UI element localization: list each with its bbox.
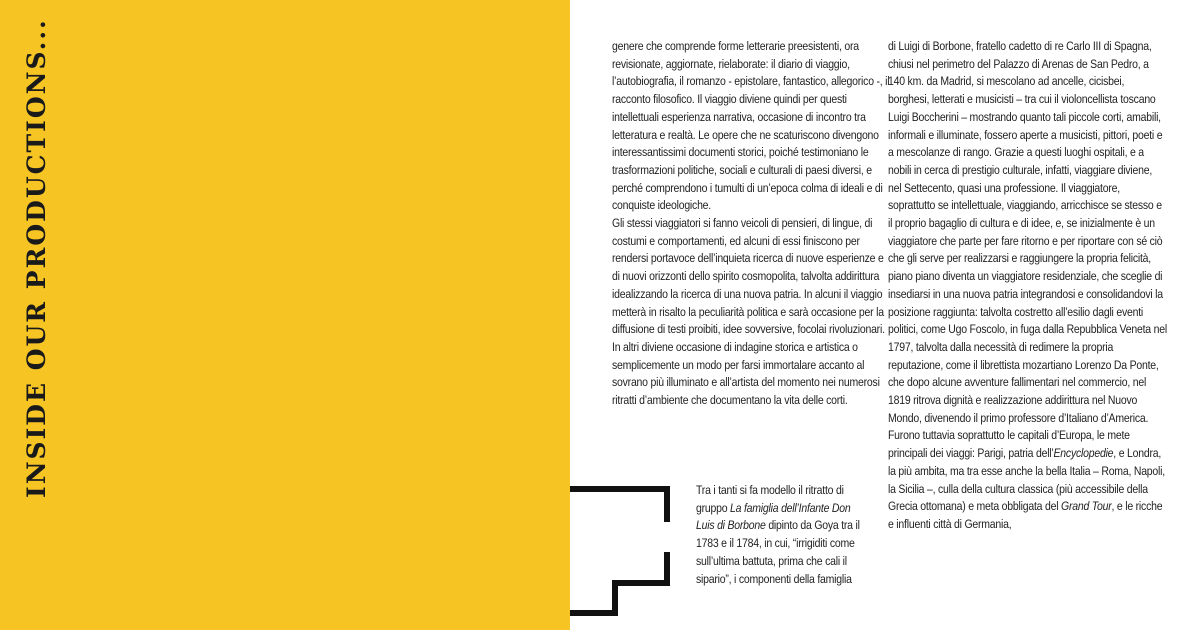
paragraph-text: Furono tuttavia soprattutto le capitali d’Europa, le mete principali dei viaggi: Parigi, patria dell’ [888,428,1130,461]
section-title: INSIDE OUR PRODUCTIONS... [22,18,51,498]
paragraph: Gli stessi viaggiatori si fanno veicoli di pensieri, di lingue, di costumi e comportamenti, ed alcuni di essi finiscono per rendersi portavoce dell’inquieta ricerca di nuove esperienze e di nuovi orizzonti dello spirito cosmopolita, talvolta addirittura idealizzando la ricerca di una nuova patria. In alcuni il viaggio metterà in risalto la peculiarità politica e sarà occasione per la diffusione di testi proibiti, idee sovversive, focolai rivoluzionari. In altri diviene occasione di indagine storica e artistica o semplicemente un modo per farsi immortalare accanto al sovrano più illuminato e all’artista del momento nei numerosi ritratti d’ambiente che documentano la vita delle corti. [612,216,885,408]
text-page [570,0,1200,630]
text-column-right [888,38,1168,534]
text-column-left [612,38,892,410]
work-title: Encyclopedie [1053,446,1114,461]
paragraph-text: , e Londra, la più ambita, ma tra esse anche la bella Italia – Roma, Napoli, la Sicilia –, culla della cultura classica (più accessibile della Grecia ottomana) e meta obbligata del [888,446,1165,514]
paragraph [696,482,871,588]
yellow-sidebar [0,0,570,630]
work-title: Grand Tour [1061,499,1112,514]
paragraph: genere che comprende forme letterarie preesistenti, ora revisionate, aggiornate, rielaborate: il diario di viaggio, l’autobiografia, il romanzo - epistolare, fantastico, allegorico -, il racconto filosofico. Il viaggio diviene quindi per questi intellettuali esperienza narrativa, occasione di incontro tra letteratura e realtà. Le opere che ne scaturiscono divengono interessantissimi documenti storici, poiché testimoniano le trasformazioni politiche, sociali e culturali di paesi diversi, e perché comprendono i tumulti di un’epoca colma di ideali e di conquiste ideologiche. [612,39,890,213]
paragraph: di Luigi di Borbone, fratello cadetto di re Carlo III di Spagna, chiusi nel perimetro del Palazzo di Arenas de San Pedro, a 140 km. da Madrid, si mescolano ad ancelle, cicisbei, borghesi, letterati e musicisti – tra cui il violoncellista toscano Luigi Boccherini – mostrando quanto tali piccole corti, amabili, informali e illuminate, fossero aperte a musicisti, pittori, poeti e a mescolanze di rango. Grazie a questi luoghi ospitali, e a nobili in cerca di prestigio culturale, infatti, viaggiare diviene, nel Settecento, quasi una professione. Il viaggiatore, soprattutto se intellettuale, viaggiando, arricchisce se stesso e il proprio bagaglio di cultura e di idee, e, se inizialmente è un viaggiatore che parte per fare ritorno e per riportare con sé ciò che gli serve per realizzarsi e raggiungere la propria felicità, piano piano diventa un viaggiatore residenziale, che sceglie di insediarsi in una nuova patria integrandosi e consolidandovi la posizione raggiunta: talvolta costretto all’esilio dagli eventi politici, come Ugo Foscolo, in fuga dalla Repubblica Veneta nel 1797, talvolta dalla necessità di redimere la propria reputazione, come il librettista mozartiano Lorenzo Da Ponte, che dopo alcune avventure fallimentari nel commercio, nel 1819 ritrova dignità e realizzazione addirittura nel Nuovo Mondo, divenendo il primo professore d’Italiano d’America. [888,39,1167,425]
text-column-middle [696,482,871,588]
paragraph [888,427,1168,533]
decorative-bracket [570,486,670,616]
paragraph-text: Tra i tanti si fa modello il ritratto di gruppo [696,483,844,515]
painting-title: La famiglia dell’Infante Don Luis di Borbone [696,500,851,533]
paragraph-text: dipinto da Goya tra il 1783 e il 1784, in cui, “irrigiditi come sull’ultima battuta, prima che cali il sipario”, i componenti della famiglia [696,518,860,586]
paragraph-text: , e le ricche e influenti città di Germania, [888,499,1163,531]
